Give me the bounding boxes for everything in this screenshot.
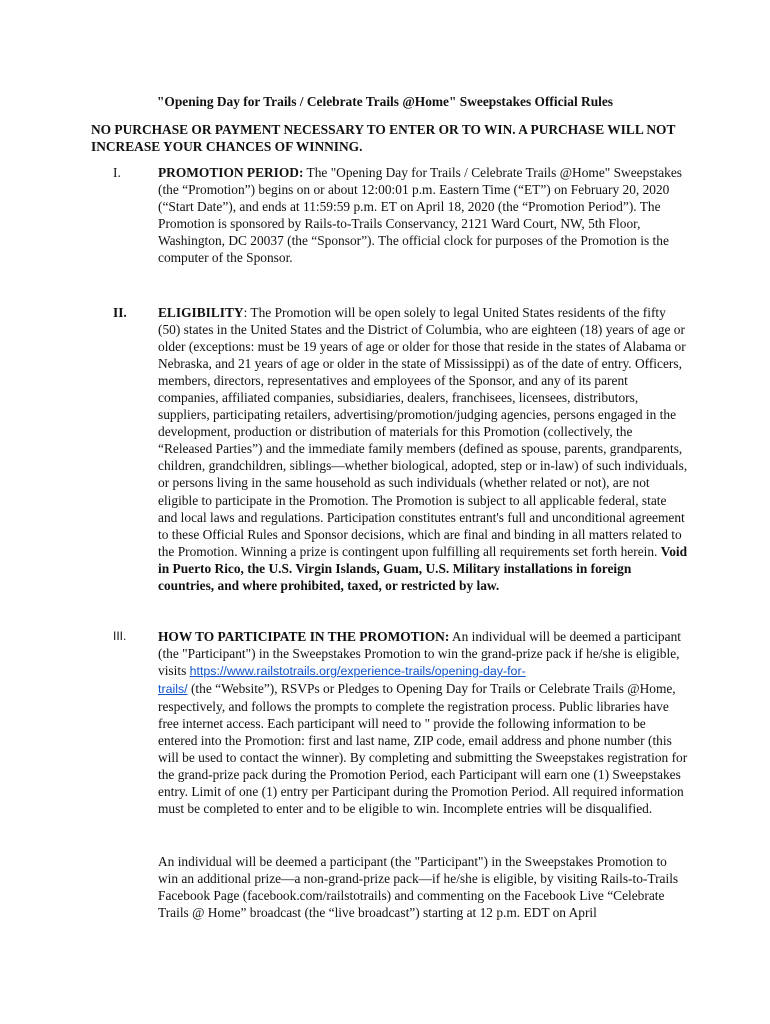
section-heading: PROMOTION PERIOD:: [158, 165, 304, 180]
no-purchase-notice: NO PURCHASE OR PAYMENT NECESSARY TO ENTER OR TO WIN. A PURCHASE WILL NOT INCREASE YOUR CHANCES OF WINNING.: [91, 122, 676, 154]
section-numeral: III.: [113, 629, 127, 643]
section-numeral: II.: [113, 305, 127, 320]
section-text: An individual will be deemed a participant (the "Participant") in the Sweepstakes Promotion to win the grand-prize pack if he/she is eligible, visits: [158, 629, 681, 679]
section-body: [158, 628, 688, 818]
section-body: [158, 304, 688, 594]
website-link-continued[interactable]: trails/: [158, 682, 188, 697]
section-heading: ELIGIBILITY: [158, 305, 244, 320]
section-heading: HOW TO PARTICIPATE IN THE PROMOTION:: [158, 629, 450, 644]
section-numeral: I.: [113, 165, 121, 180]
document-title: "Opening Day for Trails / Celebrate Trails @Home" Sweepstakes Official Rules: [156, 94, 614, 109]
section-text: : The Promotion will be open solely to legal United States residents of the fifty (50) states in the United States and the District of Columbia, who are eighteen (18) years of age or older (exceptions: must be 19 years of age or older for those that reside in the states of Alabama or Nebraska, and 21 years of age or older in the state of Mississippi) as of the date of entry. Officers, members, directors, representatives and employees of the Sponsor, and any of its parent companies, affiliated companies, subsidiaries, dealers, franchisees, licensees, distributors, suppliers, participating retailers, advertising/promotion/judging agencies, persons engaged in the development, production or distribution of materials for this Promotion (collectively, the “Released Parties”) and the immediate family members (defined as spouse, parents, grandparents, children, grandchildren, siblings—whether biological, adopted, step or in-law) of such individuals, or persons living in the same household as such individuals (whether related or not), are not eligible to participate in the Promotion. The Promotion is subject to all applicable federal, state and local laws and regulations. Participation constitutes entrant's full and unconditional agreement to these Official Rules and Sponsor decisions, which are final and binding in all matters related to the Promotion. Winning a prize is contingent upon fulfilling all requirements set forth herein.: [158, 305, 688, 559]
section-text-continued: (the “Website”), RSVPs or Pledges to Opening Day for Trails or Celebrate Trails @Home, respectively, and follows the prompts to complete the registration process. Public libraries have free internet access. Each participant will need to " provide the following information to be entered into the Promotion: first and last name, ZIP code, email address and phone number (this will be used to contact the winner). By completing and submitting the Sweepstakes registration for the grand-prize pack during the Promotion Period, each Participant will earn one (1) Sweepstakes entry. Limit of one (1) entry per Participant during the Promotion Period. All required information must be completed to enter and to be eligible to win. Incomplete entries will be disqualified.: [158, 681, 688, 817]
void-jurisdictions-text: Void in Puerto Rico, the U.S. Virgin Islands, Guam, U.S. Military installations in foreign countries, and where prohibited, taxed, or restricted by law.: [158, 543, 688, 593]
section-text: The "Opening Day for Trails / Celebrate Trails @Home" Sweepstakes (the “Promotion”) begins on or about 12:00:01 p.m. Eastern Time (“ET”) on February 20, 2020 (“Start Date”), and ends at 11:59:59 p.m. ET on April 18, 2020 (the “Promotion Period”). The Promotion is sponsored by Rails-to-Trails Conservancy, 2121 Ward Court, NW, 5th Floor, Washington, DC 20037 (the “Sponsor”). The official clock for purposes of the Promotion is the computer of the Sponsor.: [158, 165, 683, 266]
website-link[interactable]: https://www.railstotrails.org/experience-trails/opening-day-for-: [189, 664, 526, 679]
paragraph-text: An individual will be deemed a participant (the "Participant") in the Sweepstakes Promotion to win an additional prize—a non-grand-prize pack—if he/she is eligible, by visiting Rails-to-Trails Facebook Page (facebook.com/railstotrails) and commenting on the Facebook Live “Celebrate Trails @ Home” broadcast (the “live broadcast”) starting at 12 p.m. EDT on April: [158, 854, 679, 921]
section-body: [158, 164, 688, 266]
